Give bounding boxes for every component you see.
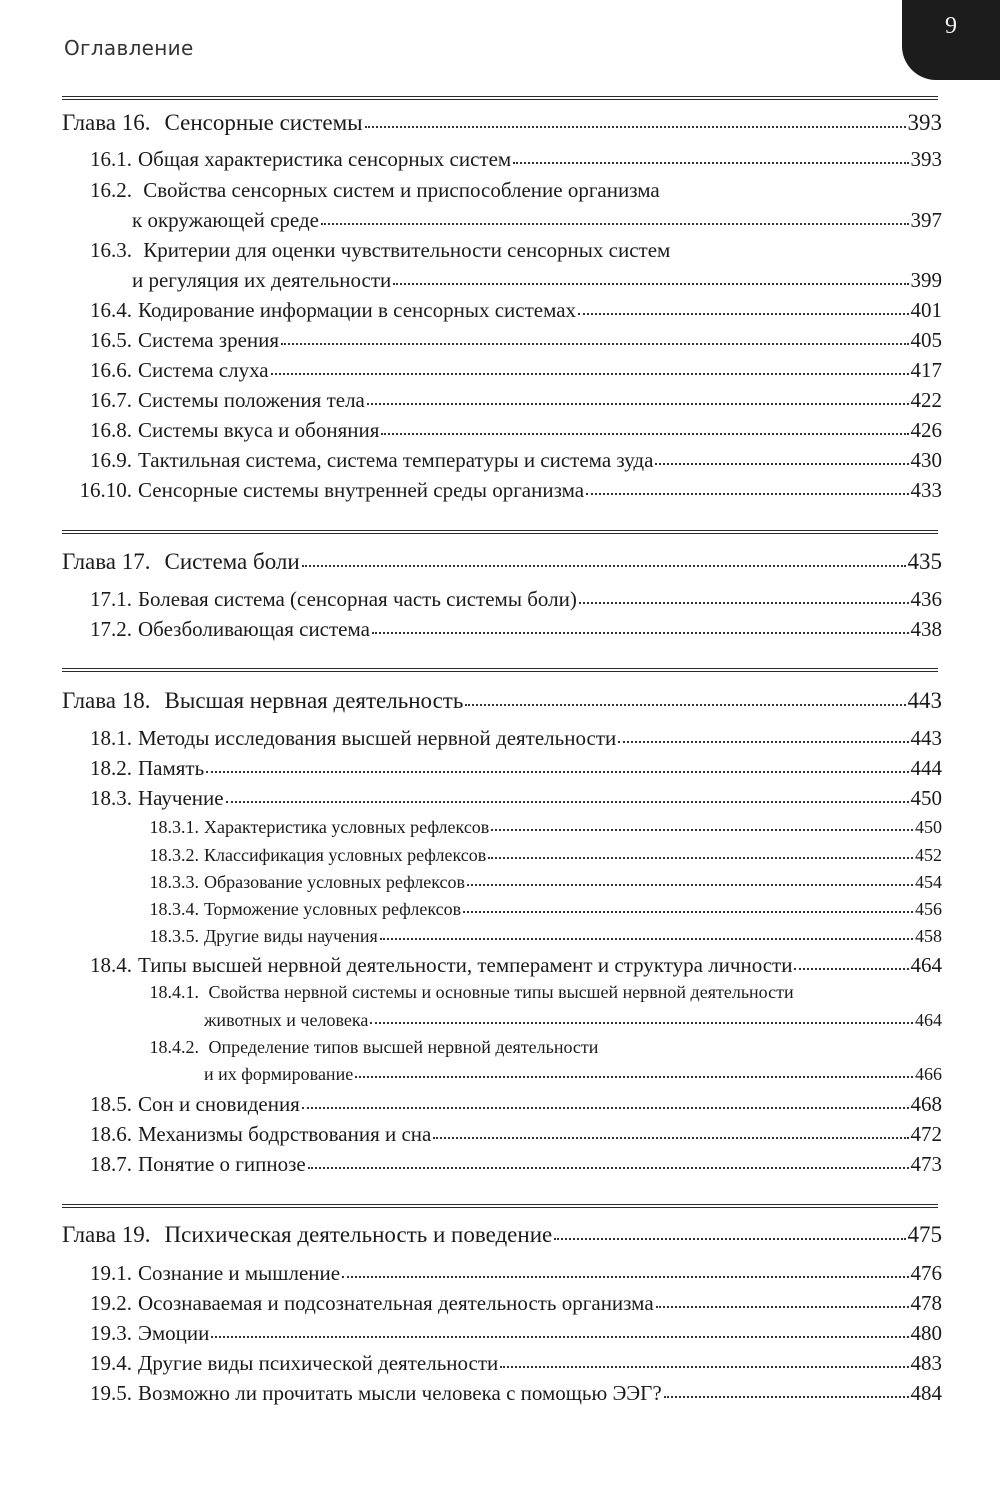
chapter-heading[interactable] [62, 110, 942, 136]
entry-number: 18.3.5. [149, 926, 199, 946]
leader-dots [308, 1165, 909, 1169]
page-ref: 456 [915, 899, 942, 919]
page-ref: 483 [910, 1351, 942, 1375]
entry-title: Система слуха [138, 358, 269, 382]
page-ref: 480 [910, 1321, 942, 1345]
entry-number: 18.3.1. [149, 817, 199, 837]
leader-dots [513, 160, 908, 164]
entry-number: 18.5. [90, 1092, 132, 1116]
toc-subentry[interactable] [62, 872, 942, 893]
entry-title: Свойства нервной системы и основные типы высшей нервной деятельности [208, 982, 794, 1002]
page-ref: 430 [910, 448, 942, 472]
leader-dots [321, 221, 909, 225]
leader-dots [271, 371, 909, 375]
entry-number: 18.6. [90, 1122, 132, 1146]
page-ref: 450 [915, 817, 942, 837]
entry-number: 17.2. [90, 617, 132, 641]
entry-title: Осознаваемая и подсознательная деятельность организма [138, 1291, 654, 1315]
leader-dots [656, 1304, 909, 1308]
entry-title: Сознание и мышление [138, 1261, 341, 1285]
entry-number: 16.9. [90, 448, 132, 472]
entry-number: 16.2. [90, 178, 132, 202]
entry-title-continuation: к окружающей среде [132, 208, 319, 232]
chapter-label: Глава 18. [62, 688, 151, 713]
leader-dots [664, 1394, 909, 1398]
page-ref: 473 [910, 1152, 942, 1176]
leader-dots [463, 909, 913, 913]
entry-number: 16.5. [90, 328, 132, 352]
leader-dots [380, 936, 913, 940]
leader-dots [302, 563, 906, 567]
toc-entry[interactable] [62, 478, 942, 503]
toc-entry[interactable] [62, 587, 942, 612]
toc-entry[interactable] [62, 388, 942, 413]
page-ref: 468 [910, 1092, 942, 1116]
leader-dots [618, 739, 908, 743]
page-ref: 476 [910, 1261, 942, 1285]
entry-title: Сон и сновидения [138, 1092, 300, 1116]
leader-dots [579, 600, 909, 604]
entry-title: Характеристика условных рефлексов [204, 817, 490, 837]
page-ref: 399 [910, 268, 942, 292]
entry-number: 16.7. [90, 388, 132, 412]
page-ref: 466 [915, 1064, 942, 1084]
toc-entry[interactable] [62, 418, 942, 443]
leader-dots [367, 401, 909, 405]
entry-number: 18.7. [90, 1152, 132, 1176]
toc-subentry[interactable] [62, 926, 942, 947]
entry-number: 19.3. [90, 1321, 132, 1345]
page-ref: 464 [910, 953, 942, 977]
entry-title: Тактильная система, система температуры и система зуда [138, 448, 654, 472]
leader-dots [491, 827, 913, 831]
entry-title: Другие виды психической деятельности [138, 1351, 499, 1375]
leader-dots [355, 1074, 913, 1078]
page-ref: 422 [910, 388, 942, 412]
entry-title: Система зрения [138, 328, 280, 352]
chapter-label: Глава 16. [62, 110, 151, 135]
entry-title: Эмоции [138, 1321, 210, 1345]
leader-dots [655, 461, 908, 465]
entry-title: Понятие о гипнозе [138, 1152, 306, 1176]
leader-dots [226, 799, 909, 803]
entry-title-continuation: и их формирование [204, 1064, 354, 1084]
toc-entry[interactable] [62, 1381, 942, 1406]
entry-title: Обезболивающая система [138, 617, 370, 641]
entry-number: 18.4.2. [149, 1037, 199, 1057]
toc-subentry[interactable] [62, 817, 942, 838]
chapter-heading[interactable] [62, 549, 942, 575]
entry-title: Память [138, 756, 205, 780]
entry-number: 19.1. [90, 1261, 132, 1285]
entry-title: Свойства сенсорных систем и приспособление организма [143, 178, 660, 202]
toc-entry[interactable] [62, 953, 942, 978]
entry-number: 18.3. [90, 786, 132, 810]
page-ref: 450 [910, 786, 942, 810]
entry-number: 18.3.4. [149, 899, 199, 919]
entry-number: 19.2. [90, 1291, 132, 1315]
page-ref: 484 [910, 1381, 942, 1405]
entry-title: Другие виды научения [204, 926, 378, 946]
chapter-title: Высшая нервная деятельность [164, 688, 464, 713]
entry-title: Научение [138, 786, 224, 810]
page-ref: 393 [910, 147, 942, 171]
entry-number: 18.4. [90, 953, 132, 977]
entry-number: 16.8. [90, 418, 132, 442]
toc-subentry[interactable] [62, 899, 942, 920]
page-ref: 472 [910, 1122, 942, 1146]
entry-number: 18.2. [90, 756, 132, 780]
entry-number: 16.6. [90, 358, 132, 382]
chapter-label: Глава 19. [62, 1222, 151, 1247]
leader-dots [586, 491, 908, 495]
entry-title: Критерии для оценки чувствительности сенсорных систем [143, 238, 671, 262]
toc-subentry[interactable] [62, 982, 942, 1003]
entry-title: Кодирование информации в сенсорных системах [138, 298, 577, 322]
entry-number: 18.1. [90, 726, 132, 750]
toc-entry[interactable] [62, 786, 942, 811]
page-number: 9 [945, 13, 957, 39]
entry-title: Механизмы бодрствования и сна [138, 1122, 432, 1146]
entry-number: 16.10. [79, 478, 132, 502]
entry-title: Системы положения тела [138, 388, 365, 412]
toc-entry[interactable] [62, 298, 942, 323]
chapter-label: Глава 17. [62, 549, 151, 574]
leader-dots [794, 966, 908, 970]
toc-entry[interactable] [62, 1351, 942, 1376]
leader-dots [465, 702, 905, 706]
chapter-title: Система боли [164, 549, 300, 574]
toc-entry[interactable] [62, 1261, 942, 1286]
page-ref: 401 [910, 298, 942, 322]
page-ref: 417 [910, 358, 942, 382]
toc-entry[interactable] [62, 448, 942, 473]
entry-title: Классификация условных рефлексов [204, 845, 487, 865]
toc-entry[interactable] [62, 238, 942, 263]
entry-title: Возможно ли прочитать мысли человека с помощью ЭЭГ? [138, 1381, 662, 1405]
entry-number: 17.1. [90, 587, 132, 611]
page-ref: 475 [907, 1222, 942, 1247]
toc-entry-continuation[interactable] [132, 208, 942, 233]
page-ref: 443 [907, 688, 942, 713]
entry-title-continuation: и регуляция их деятельности [132, 268, 392, 292]
page-ref: 393 [907, 110, 942, 135]
page-ref: 405 [910, 328, 942, 352]
entry-title: Общая характеристика сенсорных систем [138, 147, 512, 171]
leader-dots [302, 1105, 909, 1109]
toc-entry[interactable] [62, 1122, 942, 1147]
toc-entry[interactable] [62, 147, 942, 172]
entry-number: 16.1. [90, 147, 132, 171]
chapter-title: Сенсорные системы [164, 110, 363, 135]
toc-subentry[interactable] [62, 845, 942, 866]
page-ref: 433 [910, 478, 942, 502]
entry-number: 16.4. [90, 298, 132, 322]
toc-entry[interactable] [62, 1291, 942, 1316]
entry-title: Системы вкуса и обоняния [138, 418, 380, 442]
page-ref: 443 [910, 726, 942, 750]
page-ref: 454 [915, 872, 942, 892]
toc-entry[interactable] [62, 1092, 942, 1117]
entry-title: Торможение условных рефлексов [204, 899, 462, 919]
entry-title: Болевая система (сенсорная часть системы боли) [138, 587, 577, 611]
entry-number: 18.3.2. [149, 845, 199, 865]
page-ref: 426 [910, 418, 942, 442]
toc-entry[interactable] [62, 358, 942, 383]
leader-dots [365, 124, 906, 128]
chapter-heading[interactable] [62, 688, 942, 714]
page-ref: 452 [915, 845, 942, 865]
leader-dots [578, 311, 908, 315]
page-ref: 458 [915, 926, 942, 946]
entry-title: Определение типов высшей нервной деятельности [208, 1037, 599, 1057]
chapter-title: Психическая деятельность и поведение [164, 1222, 553, 1247]
entry-number: 16.3. [90, 238, 132, 262]
toc-entry[interactable] [62, 1321, 942, 1346]
toc-subentry-continuation[interactable] [204, 1010, 942, 1031]
entry-number: 19.4. [90, 1351, 132, 1375]
page-ref: 435 [907, 549, 942, 574]
leader-dots [488, 855, 913, 859]
page-ref: 444 [910, 756, 942, 780]
leader-dots [554, 1236, 905, 1240]
toc-entry-continuation[interactable] [132, 268, 942, 293]
toc-entry[interactable] [62, 328, 942, 353]
entry-title: Образование условных рефлексов [204, 872, 466, 892]
leader-dots [372, 630, 909, 634]
running-header: Оглавление [64, 36, 194, 60]
leader-dots [206, 769, 908, 773]
chapter-heading[interactable] [62, 1222, 942, 1248]
leader-dots [467, 882, 913, 886]
entry-number: 18.3.3. [149, 872, 199, 892]
toc-subentry[interactable] [62, 1037, 942, 1058]
leader-dots [281, 341, 908, 345]
entry-title-continuation: животных и человека [204, 1010, 369, 1030]
entry-title: Методы исследования высшей нервной деятельности [138, 726, 617, 750]
page-ref: 436 [910, 587, 942, 611]
entry-number: 19.5. [90, 1381, 132, 1405]
toc-entry[interactable] [62, 1152, 942, 1177]
entry-title: Типы высшей нервной деятельности, темперамент и структура личности [138, 953, 793, 977]
page-ref: 464 [915, 1010, 942, 1030]
leader-dots [342, 1274, 908, 1278]
leader-dots [433, 1135, 908, 1139]
toc-subentry-continuation[interactable] [204, 1064, 942, 1085]
leader-dots [370, 1020, 913, 1024]
toc-entry[interactable] [62, 726, 942, 751]
leader-dots [381, 431, 908, 435]
toc-entry[interactable] [62, 178, 942, 203]
leader-dots [211, 1334, 908, 1338]
leader-dots [500, 1364, 908, 1368]
page-ref: 397 [910, 208, 942, 232]
entry-title: Сенсорные системы внутренней среды организма [138, 478, 585, 502]
entry-number: 18.4.1. [149, 982, 199, 1002]
page-number-tab [902, 0, 1000, 80]
toc-entry[interactable] [62, 617, 942, 642]
page-ref: 478 [910, 1291, 942, 1315]
toc-entry[interactable] [62, 756, 942, 781]
leader-dots [393, 281, 908, 285]
page-ref: 438 [910, 617, 942, 641]
